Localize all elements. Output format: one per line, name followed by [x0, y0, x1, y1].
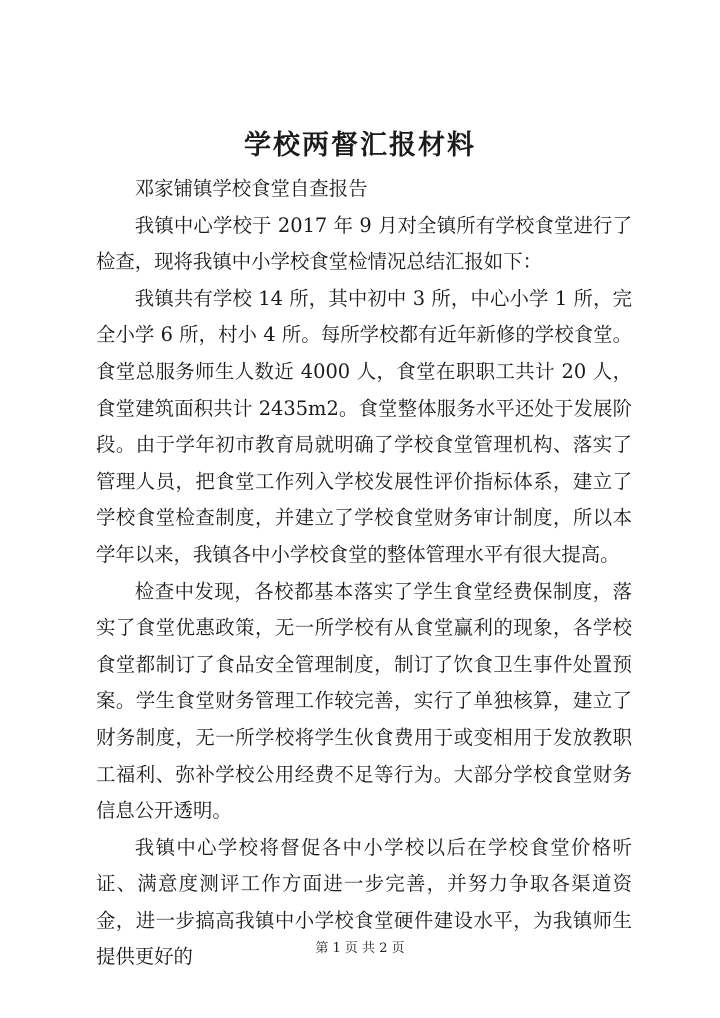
page-footer: 第 1 页 共 2 页 [315, 941, 405, 956]
paragraph-plans: 我镇中心学校将督促各中小学校以后在学校食堂价格听证、满意度测评工作方面进一步完善，并努力争取各渠道资金，进一步搞高我镇中小学校食堂硬件建设水平，为我镇师生提供更好的 [96, 835, 632, 969]
document-body [96, 171, 632, 976]
paragraph-intro: 我镇中心学校于 2017 年 9 月对全镇所有学校食堂进行了检查，现将我镇中小学校食堂检情况总结汇报如下： [96, 213, 632, 274]
report-subtitle: 邓家铺镇学校食堂自查报告 [134, 177, 368, 200]
paragraph-overview: 我镇共有学校 14 所，其中初中 3 所，中心小学 1 所，完全小学 6 所，村小 4 所。每所学校都有近年新修的学校食堂。食堂总服务师生人数近 4000 人，食堂在职职工共计 20 人，食堂建筑面积共计 2435m2。食堂整体服务水平还处于发展阶段。由于学年初市教育局就明确了学校食堂管理机构、落实了管理人员，把食堂工作列入学校发展性评价指标体系，建立了学校食堂检查制度，并建立了学校食堂财务审计制度，所以本学年以来，我镇各中小学校食堂的整体管理水平有很大提高。 [96, 286, 632, 566]
page-title: 学校两督汇报材料 [244, 130, 476, 161]
paragraph-findings: 检查中发现，各校都基本落实了学生食堂经费保制度，落实了食堂优惠政策，无一所学校有从食堂赢利的现象，各学校食堂都制订了食品安全管理制度，制订了饮食卫生事件处置预案。学生食堂财务管理工作较完善，实行了单独核算，建立了财务制度，无一所学校将学生伙食费用于或变相用于发放教职工福利、弥补学校公用经费不足等行为。大部分学校食堂财务信息公开透明。 [96, 579, 632, 823]
